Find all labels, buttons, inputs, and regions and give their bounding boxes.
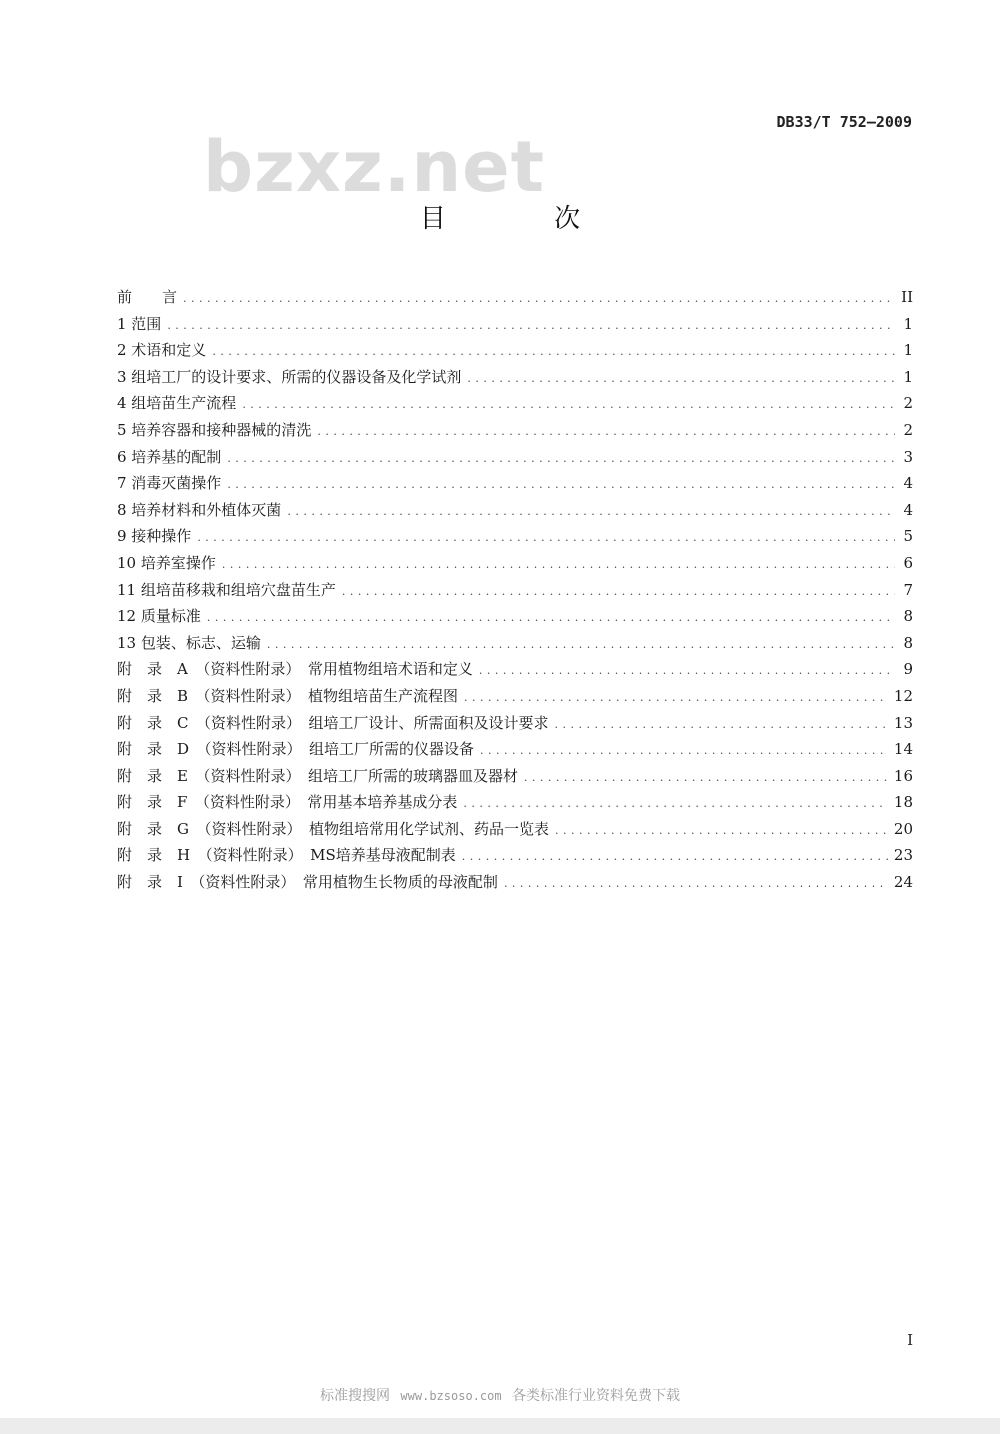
toc-leader-dots — [467, 366, 895, 393]
toc-entry-page: 2 — [903, 394, 913, 413]
toc-leader-dots — [227, 446, 895, 473]
toc-leader-dots — [342, 579, 895, 606]
toc-entry-label: 附 录 C （资料性附录） 组培工厂设计、所需面积及设计要求 — [117, 713, 549, 732]
toc-entry-label: 12 质量标准 — [117, 607, 201, 626]
toc-entry[interactable] — [117, 842, 913, 869]
toc-entry-label: 7 消毒灭菌操作 — [117, 474, 222, 493]
toc-entry-page: 4 — [903, 500, 913, 519]
table-of-contents — [117, 284, 913, 896]
toc-entry-label: 13 包装、标志、运输 — [117, 633, 261, 652]
toc-leader-dots — [462, 844, 888, 871]
toc-entry[interactable] — [117, 470, 913, 497]
toc-leader-dots — [479, 658, 895, 685]
toc-entry-page: 2 — [903, 420, 913, 439]
toc-entry-label: 附 录 I （资料性附录） 常用植物生长物质的母液配制 — [117, 873, 498, 892]
toc-entry-page: 8 — [903, 607, 913, 626]
toc-entry-label: 3 组培工厂的设计要求、所需的仪器设备及化学试剂 — [117, 367, 462, 386]
toc-entry-page: 14 — [893, 740, 913, 759]
toc-leader-dots — [480, 738, 888, 765]
toc-entry-label: 2 术语和定义 — [117, 341, 207, 360]
footer-site-name: 标准搜搜网 — [319, 1388, 390, 1404]
toc-leader-dots — [463, 791, 887, 818]
toc-entry[interactable] — [117, 284, 913, 311]
toc-entry[interactable] — [117, 656, 913, 683]
toc-leader-dots — [287, 499, 895, 526]
toc-leader-dots — [222, 552, 895, 579]
toc-entry-label: 附 录 D （资料性附录） 组培工厂所需的仪器设备 — [117, 740, 475, 759]
toc-entry-label: 附 录 H （资料性附录） MS培养基母液配制表 — [117, 846, 456, 865]
toc-entry-label: 10 培养室操作 — [117, 553, 216, 572]
toc-entry-page: 6 — [903, 553, 913, 572]
footer-tagline: 各类标准行业资料免费下载 — [512, 1388, 681, 1404]
toc-entry-page: 8 — [903, 633, 913, 652]
toc-entry[interactable] — [117, 550, 913, 577]
toc-entry[interactable] — [117, 603, 913, 630]
toc-leader-dots — [267, 632, 895, 659]
toc-entry[interactable] — [117, 444, 913, 471]
toc-entry-page: 7 — [903, 580, 913, 599]
toc-leader-dots — [554, 712, 887, 739]
page-title: 目 次 — [419, 204, 631, 234]
toc-entry-page: 12 — [893, 686, 913, 705]
toc-entry-label: 附 录 B （资料性附录） 植物组培苗生产流程图 — [117, 686, 459, 705]
footer-site-url[interactable]: www.bzsoso.com — [400, 1389, 502, 1403]
toc-entry-page: 24 — [893, 873, 913, 892]
toc-entry-label: 4 组培苗生产流程 — [117, 394, 237, 413]
toc-entry[interactable] — [117, 417, 913, 444]
toc-entry[interactable] — [117, 789, 913, 816]
toc-entry-label: 6 培养基的配制 — [117, 447, 222, 466]
toc-entry[interactable] — [117, 364, 913, 391]
toc-entry-label: 附 录 G （资料性附录） 植物组培常用化学试剂、药品一览表 — [117, 819, 549, 838]
footer-banner — [0, 1385, 1000, 1405]
toc-entry-page: 5 — [903, 527, 913, 546]
toc-entry[interactable] — [117, 763, 913, 790]
toc-entry[interactable] — [117, 390, 913, 417]
toc-entry-page: 1 — [903, 341, 913, 360]
page-number: I — [907, 1331, 913, 1349]
toc-entry-page: 20 — [893, 819, 913, 838]
toc-entry[interactable] — [117, 497, 913, 524]
toc-leader-dots — [242, 392, 895, 419]
toc-leader-dots — [207, 605, 895, 632]
toc-leader-dots — [197, 525, 895, 552]
toc-leader-dots — [555, 818, 888, 845]
toc-entry-label: 5 培养容器和接种器械的清洗 — [117, 420, 312, 439]
toc-leader-dots — [167, 313, 895, 340]
toc-entry-page: 1 — [903, 314, 913, 333]
toc-leader-dots — [212, 339, 895, 366]
toc-entry[interactable] — [117, 683, 913, 710]
toc-entry-label: 附 录 E （资料性附录） 组培工厂所需的玻璃器皿及器材 — [117, 766, 518, 785]
toc-entry[interactable] — [117, 736, 913, 763]
toc-entry-page: 9 — [903, 660, 913, 679]
toc-entry-label: 前 言 — [117, 288, 178, 306]
toc-entry-page: 13 — [893, 713, 913, 732]
toc-entry[interactable] — [117, 337, 913, 364]
toc-leader-dots — [317, 419, 895, 446]
document-code: DB33/T 752—2009 — [776, 113, 912, 131]
toc-entry-page: 23 — [893, 846, 913, 865]
toc-entry-label: 8 培养材料和外植体灭菌 — [117, 500, 282, 519]
toc-entry-page: 3 — [903, 447, 913, 466]
toc-entry-label: 附 录 F （资料性附录） 常用基本培养基成分表 — [117, 793, 458, 812]
toc-entry[interactable] — [117, 869, 913, 896]
toc-leader-dots — [524, 765, 888, 792]
toc-entry-page: 16 — [893, 766, 913, 785]
toc-entry[interactable] — [117, 577, 913, 604]
toc-entry[interactable] — [117, 311, 913, 338]
toc-entry-label: 9 接种操作 — [117, 527, 192, 546]
toc-leader-dots — [504, 871, 888, 898]
bottom-strip — [0, 1418, 1000, 1434]
toc-leader-dots — [183, 286, 895, 313]
toc-entry-label: 1 范围 — [117, 314, 162, 333]
toc-leader-dots — [227, 472, 895, 499]
toc-entry-page: 4 — [903, 474, 913, 493]
toc-entry-page: II — [901, 288, 913, 306]
toc-entry[interactable] — [117, 710, 913, 737]
toc-entry-label: 附 录 A （资料性附录） 常用植物组培术语和定义 — [117, 660, 473, 679]
toc-entry-label: 11 组培苗移栽和组培穴盘苗生产 — [117, 580, 336, 599]
watermark-text: bzxz.net — [203, 126, 546, 208]
toc-entry-page: 1 — [903, 367, 913, 386]
toc-leader-dots — [464, 685, 888, 712]
toc-entry[interactable] — [117, 816, 913, 843]
toc-entry[interactable] — [117, 630, 913, 657]
toc-entry[interactable] — [117, 523, 913, 550]
toc-entry-page: 18 — [893, 793, 913, 812]
